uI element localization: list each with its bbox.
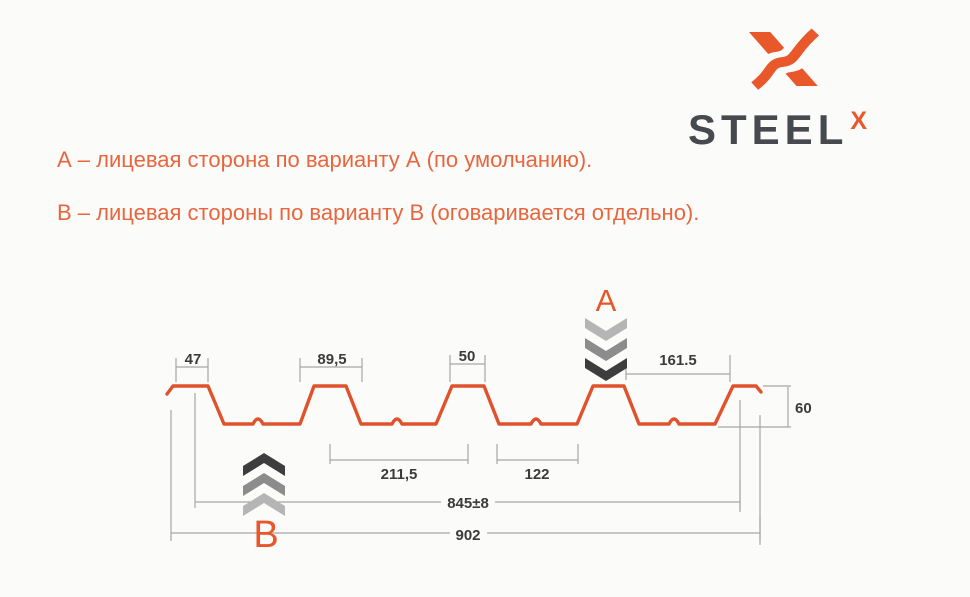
legend-line-a: А – лицевая сторона по варианту А (по умолчанию). bbox=[57, 147, 593, 172]
dim-rib-pitch bbox=[330, 444, 468, 483]
dim-label-845: 845±8 bbox=[447, 495, 489, 512]
chevron-down-icon bbox=[585, 338, 627, 361]
profile-outline bbox=[167, 386, 761, 424]
dim-label-161-5: 161.5 bbox=[659, 352, 697, 369]
logo-wordmark-sup-x: X bbox=[850, 107, 868, 135]
marker-a-chevrons bbox=[585, 318, 627, 381]
dim-edge-spacing bbox=[626, 352, 730, 382]
marker-b-label: B bbox=[253, 514, 279, 556]
chevron-up-icon bbox=[243, 493, 285, 516]
marker-b-chevrons bbox=[243, 453, 285, 516]
dim-label-902: 902 bbox=[455, 527, 481, 544]
dim-crest-width bbox=[450, 348, 485, 382]
marker-b bbox=[243, 453, 285, 556]
chevron-up-icon bbox=[243, 453, 285, 476]
dim-height bbox=[718, 386, 812, 427]
chevron-down-icon bbox=[585, 318, 627, 341]
dim-label-60: 60 bbox=[795, 400, 812, 417]
chevron-up-icon bbox=[243, 473, 285, 496]
logo-wordmark-text: STEEL bbox=[688, 106, 849, 153]
dim-rib-top bbox=[300, 351, 362, 382]
dim-label-47: 47 bbox=[184, 351, 202, 368]
marker-a-label: A bbox=[595, 283, 617, 318]
chevron-down-icon bbox=[585, 358, 627, 381]
dim-label-211-5: 211,5 bbox=[380, 466, 418, 483]
dim-label-89-5: 89,5 bbox=[317, 351, 347, 368]
marker-a bbox=[585, 283, 627, 381]
dim-valley-width bbox=[497, 444, 578, 483]
dim-label-122: 122 bbox=[524, 466, 550, 483]
dim-label-50: 50 bbox=[458, 348, 476, 365]
dim-top-flat-left bbox=[176, 351, 208, 382]
legend-line-b: В – лицевая стороны по варианту В (оговаривается отдельно). bbox=[57, 200, 700, 225]
